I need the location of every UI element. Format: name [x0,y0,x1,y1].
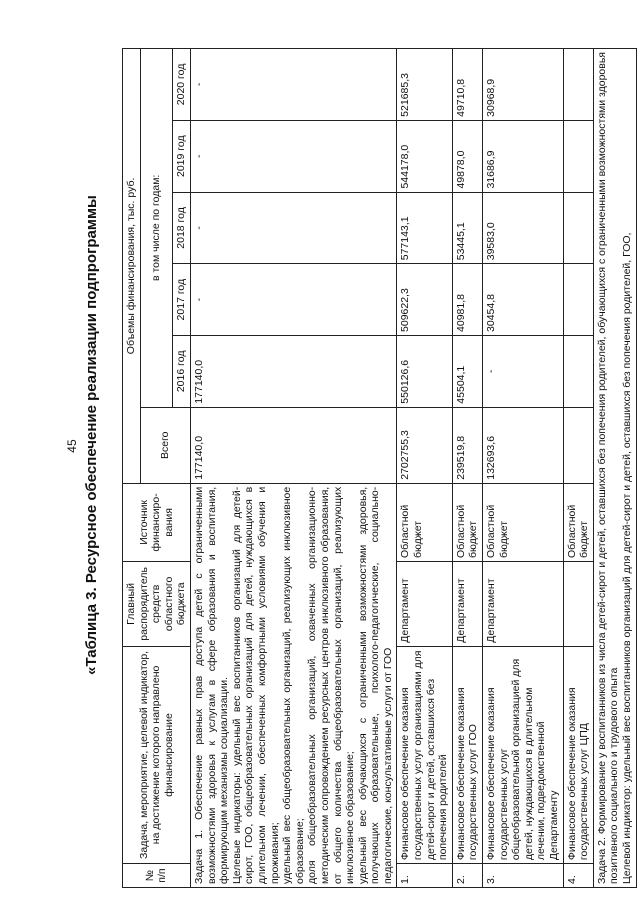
table-row [563,49,593,888]
task1-2019: - [190,120,397,192]
task1-line: удельный вес общеобразовательных организаций, реализующих инклюзивное образование; [281,486,306,884]
row-2019: 49878,0 [452,120,482,192]
table-row [452,49,482,888]
row-2016: 550126,6 [397,335,452,407]
row-2017: 40981,8 [452,264,482,336]
row-task: Финансовое обеспечение оказания государственных услуг ГОО [452,646,482,863]
row-task: Финансовое обеспечение оказания государственных услуг общеобразовательной организацией для детей, нуждающихся в длительном лечении, подведомственной Департаменту [483,646,564,863]
row-2020: 30968,9 [483,49,564,121]
header-num: № п/п [123,864,191,888]
resource-table [122,48,637,888]
row-source: Областной бюджет [483,483,564,561]
row-2017: 30454,8 [483,264,564,336]
row-2020: 521685,3 [397,49,452,121]
row-task: Финансовое обеспечение оказания государственных услуг организациями для детей-сирот и детей, оставшихся без попечения родителей [397,646,452,863]
row-2020: 49710,8 [452,49,482,121]
row-2016: 45504,1 [452,335,482,407]
header-year: 2016 год [173,335,191,407]
header-year: 2019 год [173,120,191,192]
task1-row [190,49,397,888]
task1-line: удельный вес обучающихся с ограниченными возможностями здоровья, получающих образовательные, психолого-педагогические, социально-педагогические, консультативные услуги от ГОО [356,486,394,884]
table-row [483,49,564,888]
page-number: 45 [65,439,79,453]
row-task: Финансовое обеспечение оказания государственных услуг ЦПД [563,646,593,863]
table-row [397,49,452,888]
task1-2018: - [190,192,397,264]
task1-line: Целевые индикаторы: удельный вес воспитанников организаций для детей-сирот, ГОО, общеобразовательных организаций для детей, нуждающихся в длительном лечении, обеспеченных комфортными условиями обучения и проживания; [230,486,281,884]
row-2018 [563,192,593,264]
task2-line: Задача 2. Формирование у воспитанников из числа детей-сирот и детей, оставшихся без попечения родителей, обучающихся с ограниченными возможностями здоровья позитивного социального и трудового опыта [595,52,621,884]
row-num: 2. [452,864,482,888]
header-year: 2018 год [173,192,191,264]
header-source: Источник финансиро-вания [123,483,191,561]
row-2017 [563,264,593,336]
header-volume: Объемы финансирования, тыс. руб. [123,49,141,484]
task1-description [190,483,397,887]
header-total: Всего [140,407,190,483]
row-total [563,407,593,483]
row-source: Областной бюджет [397,483,452,561]
row-total: 239519,8 [452,407,482,483]
row-manager: Департамент [397,562,452,647]
row-num: 3. [483,864,564,888]
row-2018: 53445,1 [452,192,482,264]
row-manager [563,562,593,647]
header-by-years: в том числе по годам: [140,49,173,408]
row-source: Областной бюджет [452,483,482,561]
header-manager: Главный распорядитель средств областного бюджета [123,562,191,647]
row-manager: Департамент [483,562,564,647]
rotated-table-container [122,48,633,888]
table-heading: «Таблица 3. Ресурсное обеспечение реализации подпрограммы [83,195,100,675]
header-row-1 [123,49,141,888]
task1-line: доля общеобразовательных организаций, охваченных организационно-методическим сопровождением ресурсных центров инклюзивного образования, от общего количества общеобразовательных организаций, реализующих инклюзивное образование; [306,486,357,884]
task2-row [593,49,636,888]
row-total: 132693,6 [483,407,564,483]
task2-line: Целевой индикатор: удельный вес воспитанников организаций для детей-сирот и детей, оставшихся без попечения родителей, ГОО, [620,232,633,884]
row-2016: - [483,335,564,407]
header-year: 2017 год [173,264,191,336]
row-2019 [563,120,593,192]
row-source: Областной бюджет [563,483,593,561]
row-2018: 577143,1 [397,192,452,264]
row-2019: 544178,0 [397,120,452,192]
task2-description [593,49,636,888]
row-num: 4. [563,864,593,888]
row-total: 2702755,3 [397,407,452,483]
task1-2016: 177140,0 [190,335,397,407]
task1-2020: - [190,49,397,121]
header-task: Задача, мероприятие, целевой индикатор, на достижение которого направлено финансирование [123,646,191,863]
task1-2017: - [190,264,397,336]
task1-total: 177140,0 [190,407,397,483]
row-manager: Департамент [452,562,482,647]
row-num: 1. [397,864,452,888]
row-2018: 39583,0 [483,192,564,264]
row-2016 [563,335,593,407]
row-2017: 509622,3 [397,264,452,336]
task1-line: Задача 1. Обеспечение равных прав доступа детей с ограниченными возможностями здоровья к услугам в сфере образования и воспитания, формирующим механизмы социализации. [192,486,231,884]
row-2019: 31686,9 [483,120,564,192]
row-2020 [563,49,593,121]
header-year: 2020 год [173,49,191,121]
